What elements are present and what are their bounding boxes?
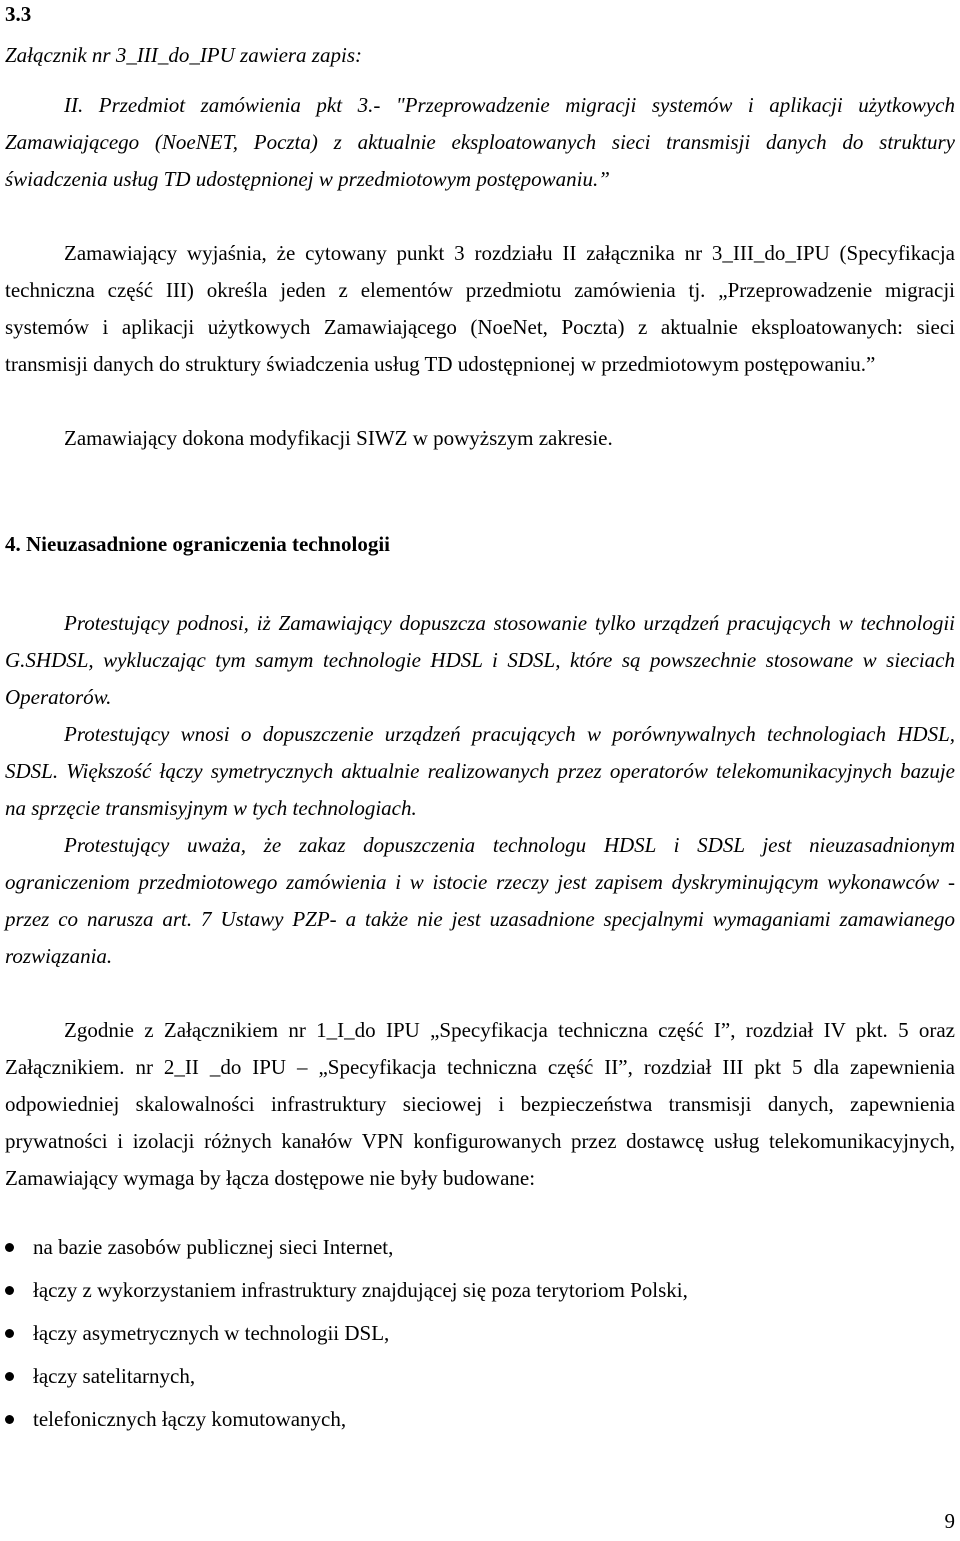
bullet-icon xyxy=(5,1286,14,1295)
list-item: łączy satelitarnych, xyxy=(5,1358,955,1401)
document-page xyxy=(5,0,955,1541)
quote-intro: Załącznik nr 3_III_do_IPU zawiera zapis: xyxy=(5,43,362,67)
section-title: 4. Nieuzasadnione ograniczenia technologii xyxy=(5,532,390,556)
page-number: 9 xyxy=(944,1509,955,1533)
list-item: na bazie zasobów publicznej sieci Internet, xyxy=(5,1229,955,1272)
protest-paragraph-1: Protestujący podnosi, iż Zamawiający dopuszcza stosowanie tylko urządzeń pracujących w technologii G.SHDSL, wykluczając tym samym technologie HDSL i SDSL, które są powszechnie stosowane w sieciach Operatorów. xyxy=(5,611,955,709)
requirements-list xyxy=(5,1229,955,1444)
protest-paragraph-3: Protestujący uważa, że zakaz dopuszczenia technologu HDSL i SDSL jest nieuzasadnionym ograniczeniom przedmiotowego zamówienia i w istocie rzeczy jest zapisem dyskryminującym wykonawców - przez co narusza art. 7 Ustawy PZP- a także nie jest uzasadnione specjalnymi wymaganiami zamawianego rozwiązania. xyxy=(5,833,955,968)
section-number: 3.3 xyxy=(5,2,32,26)
protest-paragraph-2: Protestujący wnosi o dopuszczenie urządzeń pracujących w porównywalnych technologiach HDSL, SDSL. Większość łączy symetrycznych aktualnie realizowanych przez operatorów telekomunikacyjnych bazuje na sprzęcie transmisyjnym w tych technologiach. xyxy=(5,722,955,820)
list-item: telefonicznych łączy komutowanych, xyxy=(5,1401,955,1444)
bullet-icon xyxy=(5,1243,14,1252)
answer-paragraph: Zamawiający wyjaśnia, że cytowany punkt 3 rozdziału II załącznika nr 3_III_do_IPU (Specyfikacja techniczna część III) określa jeden z elementów przedmiotu zamówienia tj. „Przeprowadzenie migracji systemów i aplikacji użytkowych Zamawiającego (NoeNet, Poczta) z aktualnie eksploatowanych: sieci transmisji danych do struktury świadczenia usług TD udostępnionej w przedmiotowym postępowaniu.” xyxy=(5,241,955,376)
list-item: łączy z wykorzystaniem infrastruktury znajdującej się poza terytoriom Polski, xyxy=(5,1272,955,1315)
response-paragraph: Zgodnie z Załącznikiem nr 1_I_do IPU „Specyfikacja techniczna część I”, rozdział IV pkt. 5 oraz Załącznikiem. nr 2_II _do IPU – „Specyfikacja techniczna część II”, rozdział III pkt 5 dla zapewnienia odpowiedniej skalowalności infrastruktury sieciowej i bezpieczeństwa transmisji danych, zapewnienia prywatności i izolacji różnych kanałów VPN konfigurowanych przez dostawcę usług telekomunikacyjnych, Zamawiający wymaga by łącza dostępowe nie były budowane: xyxy=(5,1018,955,1190)
list-item: łączy asymetrycznych w technologii DSL, xyxy=(5,1315,955,1358)
bullet-icon xyxy=(5,1372,14,1381)
answer-conclusion: Zamawiający dokona modyfikacji SIWZ w powyższym zakresie. xyxy=(64,426,613,450)
bullet-icon xyxy=(5,1329,14,1338)
bullet-icon xyxy=(5,1415,14,1424)
quoted-requirement: II. Przedmiot zamówienia pkt 3.- "Przeprowadzenie migracji systemów i aplikacji użytkowych Zamawiającego (NoeNET, Poczta) z aktualnie eksploatowanych sieci transmisji danych do struktury świadczenia usług TD udostępnionej w przedmiotowym postępowaniu.” xyxy=(5,93,955,191)
